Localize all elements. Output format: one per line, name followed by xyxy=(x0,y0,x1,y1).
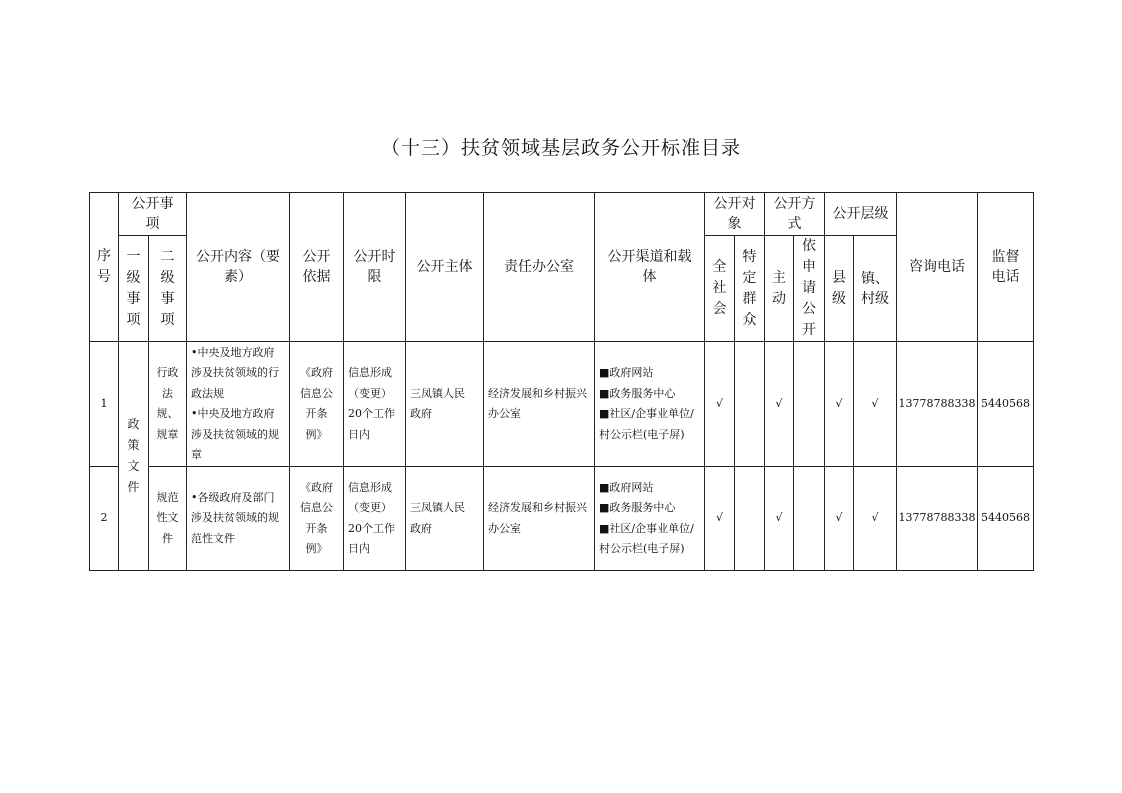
channel-item: ■政府网站 xyxy=(599,480,654,494)
row-content xyxy=(187,467,290,571)
header-target-specific: 特定群众 xyxy=(735,236,765,342)
header-content: 公开内容（要素） xyxy=(187,193,290,342)
row-supervise: 5440568 xyxy=(978,467,1034,571)
header-level-town: 镇、村级 xyxy=(854,236,897,342)
channel-item: ■社区/企事业单位/村公示栏(电子屏) xyxy=(599,407,694,441)
table-row xyxy=(90,342,1034,467)
row-level2: 规范性文件 xyxy=(149,467,187,571)
header-target: 公开对象 xyxy=(705,193,765,236)
row-channel xyxy=(595,467,705,571)
header-subject: 公开主体 xyxy=(406,193,484,342)
row-office: 经济发展和乡村振兴办公室 xyxy=(484,467,595,571)
row-channel xyxy=(595,342,705,467)
row-level-town: √ xyxy=(854,342,897,467)
row-basis: 《政府信息公开条例》 xyxy=(290,467,344,571)
page-title: （十三）扶贫领域基层政务公开标准目录 xyxy=(380,137,741,159)
header-method: 公开方式 xyxy=(765,193,825,236)
row-content xyxy=(187,342,290,467)
row-method-apply xyxy=(794,467,825,571)
channel-item: ■政务服务中心 xyxy=(599,501,676,514)
row-target-specific xyxy=(735,342,765,467)
catalog-table xyxy=(89,192,1034,571)
row-time-limit: 信息形成（变更）20个工作日内 xyxy=(344,467,406,571)
channel-item: ■政府网站 xyxy=(599,366,654,379)
header-basis: 公开依据 xyxy=(290,193,344,342)
row-level2: 行政法规、规章 xyxy=(149,342,187,467)
row-method-active: √ xyxy=(765,467,794,571)
header-office: 责任办公室 xyxy=(484,193,595,342)
row-office: 经济发展和乡村振兴办公室 xyxy=(484,342,595,467)
row-time-limit: 信息形成（变更）20个工作日内 xyxy=(344,342,406,467)
row-target-specific xyxy=(735,467,765,571)
row-method-apply xyxy=(794,342,825,467)
content-item: •中央及地方政府涉及扶贫领域的行政法规 xyxy=(191,345,279,400)
header-supervise: 监督电话 xyxy=(978,193,1034,342)
row-target-all: √ xyxy=(705,342,735,467)
row-level1: 政策文件 xyxy=(119,342,149,571)
header-channel: 公开渠道和载体 xyxy=(595,193,705,342)
header-method-active: 主动 xyxy=(765,236,794,342)
row-seq: 1 xyxy=(90,342,119,467)
row-target-all: √ xyxy=(705,467,735,571)
header-method-apply: 依申请公开 xyxy=(794,236,825,342)
header-seq: 序号 xyxy=(90,193,119,342)
row-method-active: √ xyxy=(765,342,794,467)
channel-item: ■政务服务中心 xyxy=(599,386,676,400)
header-level-county: 县级 xyxy=(825,236,854,342)
row-seq: 2 xyxy=(90,467,119,571)
row-level-county: √ xyxy=(825,467,854,571)
row-phone: 13778788338 xyxy=(897,467,978,571)
row-level-county: √ xyxy=(825,342,854,467)
row-basis: 《政府信息公开条例》 xyxy=(290,342,344,467)
header-time-limit: 公开时限 xyxy=(344,193,406,342)
row-phone: 13778788338 xyxy=(897,342,978,467)
content-item: •各级政府及部门涉及扶贫领域的规范性文件 xyxy=(191,490,279,545)
table-row xyxy=(90,467,1034,571)
content-item: •中央及地方政府涉及扶贫领域的规章 xyxy=(191,407,279,461)
header-level2: 二级事项 xyxy=(149,236,187,342)
header-level: 公开层级 xyxy=(825,193,897,236)
row-level-town: √ xyxy=(854,467,897,571)
row-subject: 三凤镇人民政府 xyxy=(406,342,484,467)
header-public-matter: 公开事项 xyxy=(119,193,187,236)
header-level1: 一级事项 xyxy=(119,236,149,342)
header-target-all: 全社会 xyxy=(705,236,735,342)
row-subject: 三凤镇人民政府 xyxy=(406,467,484,571)
channel-item: ■社区/企事业单位/村公示栏(电子屏) xyxy=(599,521,694,555)
header-phone: 咨询电话 xyxy=(897,193,978,342)
row-supervise: 5440568 xyxy=(978,342,1034,467)
